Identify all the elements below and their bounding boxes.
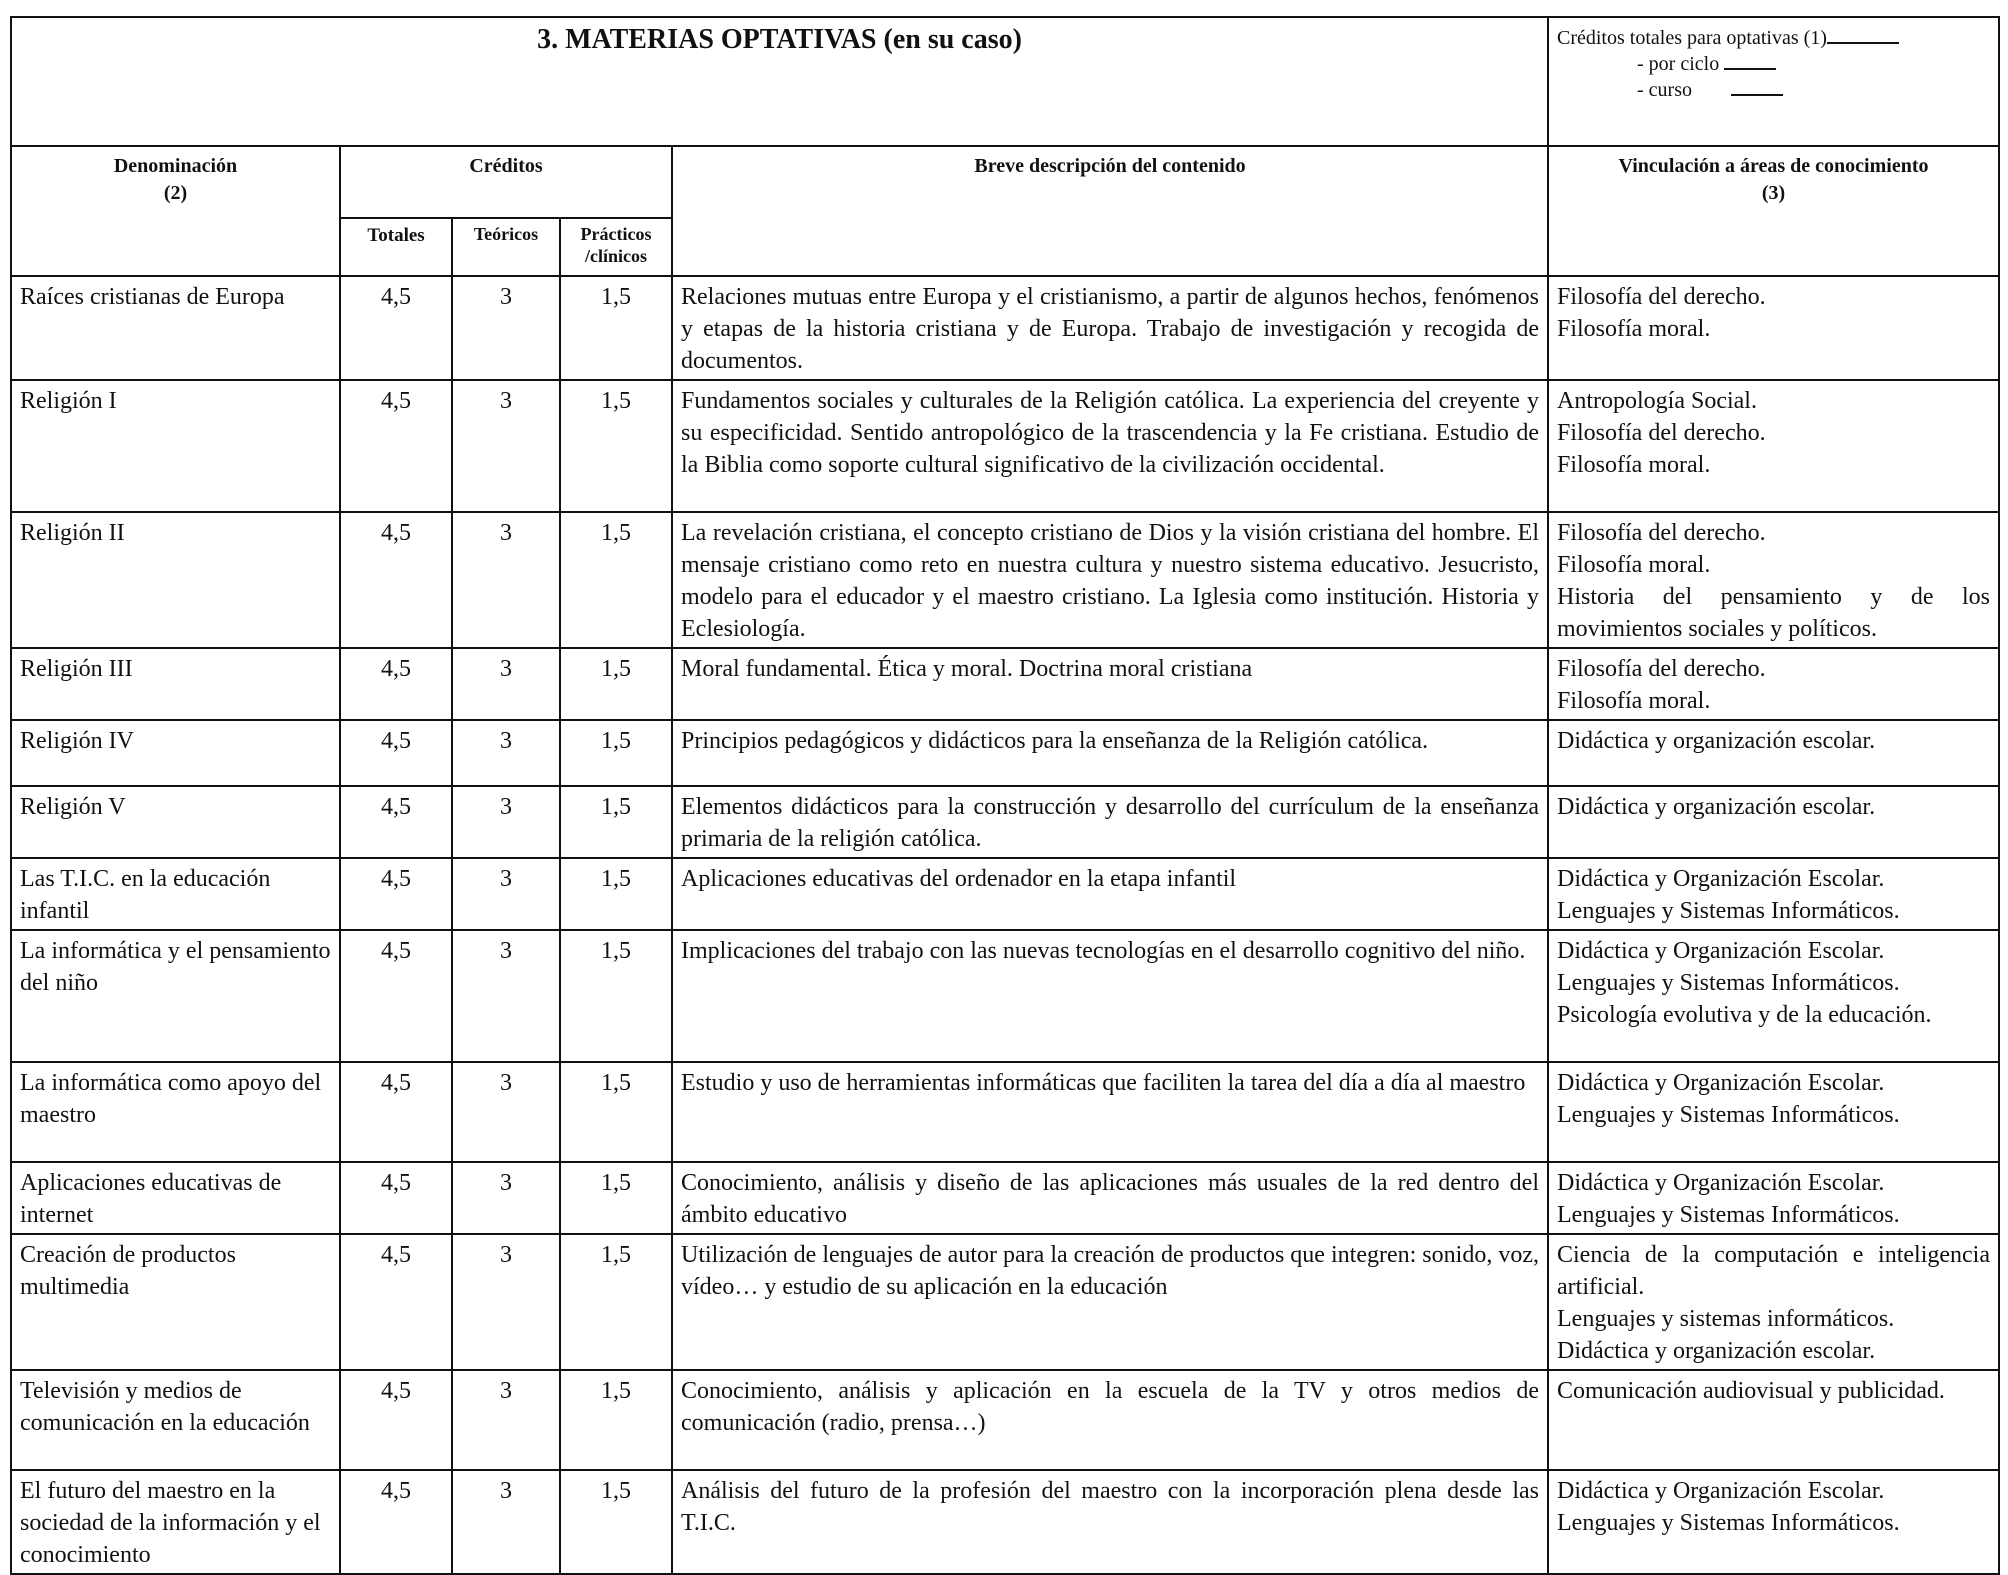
credits-teoricos: 3	[452, 786, 560, 858]
table-row	[11, 1234, 1999, 1370]
fill-in-blank	[1827, 24, 1899, 44]
knowledge-areas	[1548, 1370, 1999, 1470]
credits-practicos: 1,5	[560, 380, 672, 512]
knowledge-area-item: Ciencia de la computación e inteligencia artificial.	[1557, 1242, 1990, 1300]
content-description: Conocimiento, análisis y aplicación en la escuela de la TV y otros medios de comunicación (radio, prensa…)	[672, 1370, 1548, 1470]
knowledge-areas	[1548, 1162, 1999, 1234]
credits-totales: 4,5	[340, 276, 452, 380]
credits-totales: 4,5	[340, 858, 452, 930]
credits-totales: 4,5	[340, 512, 452, 648]
knowledge-areas	[1548, 380, 1999, 512]
knowledge-area-item: Lenguajes y Sistemas Informáticos.	[1557, 1202, 1900, 1228]
knowledge-areas	[1548, 720, 1999, 786]
credits-totales: 4,5	[340, 1470, 452, 1574]
table-row	[11, 512, 1999, 648]
table-row	[11, 276, 1999, 380]
header-creditos: Créditos	[340, 146, 672, 218]
credits-practicos: 1,5	[560, 1062, 672, 1162]
credits-teoricos: 3	[452, 720, 560, 786]
credits-teoricos: 3	[452, 1234, 560, 1370]
table-row	[11, 858, 1999, 930]
content-description: Principios pedagógicos y didácticos para la enseñanza de la Religión católica.	[672, 720, 1548, 786]
knowledge-areas	[1548, 930, 1999, 1062]
knowledge-area-item: Lenguajes y Sistemas Informáticos.	[1557, 1102, 1900, 1128]
content-description: Estudio y uso de herramientas informáticas que faciliten la tarea del día a día al maestro	[672, 1062, 1548, 1162]
credits-total-box	[1548, 17, 1999, 146]
content-description: Conocimiento, análisis y diseño de las aplicaciones más usuales de la red dentro del ámbito educativo	[672, 1162, 1548, 1234]
title-row	[11, 17, 1999, 146]
credits-totales: 4,5	[340, 1162, 452, 1234]
knowledge-area-item: Historia del pensamiento y de los movimientos sociales y políticos.	[1557, 584, 1990, 642]
knowledge-area-item: Lenguajes y Sistemas Informáticos.	[1557, 970, 1900, 996]
knowledge-areas	[1548, 1470, 1999, 1574]
content-description: Implicaciones del trabajo con las nuevas tecnologías en el desarrollo cognitivo del niño.	[672, 930, 1548, 1062]
header-teoricos: Teóricos	[452, 218, 560, 276]
header-vinculacion: Vinculación a áreas de conocimiento (3)	[1548, 146, 1999, 276]
knowledge-area-item: Didáctica y organización escolar.	[1557, 1338, 1876, 1364]
content-description: Moral fundamental. Ética y moral. Doctrina moral cristiana	[672, 648, 1548, 720]
credits-teoricos: 3	[452, 276, 560, 380]
knowledge-areas	[1548, 858, 1999, 930]
content-description: La revelación cristiana, el concepto cristiano de Dios y la visión cristiana del hombre. El mensaje cristiano como reto en nuestra cultura y nuestro sistema educativo. Jesucristo, modelo para el educador y el maestro cristiano. La Iglesia como institución. Historia y Eclesiología.	[672, 512, 1548, 648]
subject-name: Religión III	[11, 648, 340, 720]
credits-teoricos: 3	[452, 930, 560, 1062]
credits-totales: 4,5	[340, 648, 452, 720]
knowledge-areas	[1548, 276, 1999, 380]
knowledge-area-item: Didáctica y organización escolar.	[1557, 794, 1876, 820]
credits-practicos: 1,5	[560, 1370, 672, 1470]
header-row-1	[11, 146, 1999, 218]
subject-name: Televisión y medios de comunicación en la educación	[11, 1370, 340, 1470]
credits-teoricos: 3	[452, 512, 560, 648]
header-practicos: Prácticos /clínicos	[560, 218, 672, 276]
content-description: Utilización de lenguajes de autor para la creación de productos que integren: sonido, voz, vídeo… y estudio de su aplicación en la educación	[672, 1234, 1548, 1370]
knowledge-area-item: Lenguajes y Sistemas Informáticos.	[1557, 1510, 1900, 1536]
content-description: Aplicaciones educativas del ordenador en la etapa infantil	[672, 858, 1548, 930]
credits-per-cycle-line: - por ciclo	[1557, 50, 1990, 76]
knowledge-areas	[1548, 786, 1999, 858]
knowledge-areas	[1548, 648, 1999, 720]
subject-name: La informática y el pensamiento del niño	[11, 930, 340, 1062]
table-row	[11, 1162, 1999, 1234]
credits-practicos: 1,5	[560, 858, 672, 930]
subject-name: La informática como apoyo del maestro	[11, 1062, 340, 1162]
knowledge-area-item: Didáctica y organización escolar.	[1557, 728, 1876, 754]
header-totales: Totales	[340, 218, 452, 276]
knowledge-area-item: Antropología Social.	[1557, 388, 1757, 414]
credits-per-course-line: - curso	[1557, 76, 1990, 102]
section-title: 3. MATERIAS OPTATIVAS (en su caso)	[11, 17, 1548, 146]
knowledge-area-item: Lenguajes y sistemas informáticos.	[1557, 1306, 1895, 1332]
knowledge-area-item: Didáctica y Organización Escolar.	[1557, 866, 1885, 892]
optional-subjects-table	[10, 16, 2000, 1575]
knowledge-areas	[1548, 1234, 1999, 1370]
knowledge-area-item: Comunicación audiovisual y publicidad.	[1557, 1378, 1945, 1404]
knowledge-area-item: Filosofía del derecho.	[1557, 284, 1766, 310]
credits-teoricos: 3	[452, 858, 560, 930]
credits-practicos: 1,5	[560, 1470, 672, 1574]
credits-totales: 4,5	[340, 380, 452, 512]
knowledge-area-item: Filosofía moral.	[1557, 552, 1711, 578]
credits-practicos: 1,5	[560, 930, 672, 1062]
credits-totales: 4,5	[340, 930, 452, 1062]
table-row	[11, 720, 1999, 786]
credits-totales: 4,5	[340, 1062, 452, 1162]
table-row	[11, 1062, 1999, 1162]
table-row	[11, 1370, 1999, 1470]
credits-teoricos: 3	[452, 648, 560, 720]
knowledge-area-item: Filosofía moral.	[1557, 452, 1711, 478]
credits-totales: 4,5	[340, 720, 452, 786]
credits-teoricos: 3	[452, 1062, 560, 1162]
credits-totales: 4,5	[340, 1234, 452, 1370]
subject-name: Religión I	[11, 380, 340, 512]
knowledge-area-item: Filosofía moral.	[1557, 688, 1711, 714]
credits-practicos: 1,5	[560, 1234, 672, 1370]
credits-practicos: 1,5	[560, 786, 672, 858]
table-row	[11, 1470, 1999, 1574]
knowledge-area-item: Filosofía del derecho.	[1557, 656, 1766, 682]
credits-practicos: 1,5	[560, 276, 672, 380]
knowledge-area-item: Didáctica y Organización Escolar.	[1557, 1478, 1885, 1504]
fill-in-blank	[1731, 76, 1783, 96]
content-description: Análisis del futuro de la profesión del maestro con la incorporación plena desde las T.I.C.	[672, 1470, 1548, 1574]
knowledge-areas	[1548, 1062, 1999, 1162]
knowledge-area-item: Filosofía del derecho.	[1557, 420, 1766, 446]
knowledge-area-item: Filosofía moral.	[1557, 316, 1711, 342]
knowledge-area-item: Didáctica y Organización Escolar.	[1557, 938, 1885, 964]
knowledge-area-item: Lenguajes y Sistemas Informáticos.	[1557, 898, 1900, 924]
subject-name: Religión IV	[11, 720, 340, 786]
table-row	[11, 930, 1999, 1062]
knowledge-area-item: Didáctica y Organización Escolar.	[1557, 1070, 1885, 1096]
header-denominacion: Denominación (2)	[11, 146, 340, 276]
subject-name: Religión II	[11, 512, 340, 648]
header-descripcion: Breve descripción del contenido	[672, 146, 1548, 276]
content-description: Relaciones mutuas entre Europa y el cristianismo, a partir de algunos hechos, fenómenos y etapas de la historia cristiana y de Europa. Trabajo de investigación y recogida de documentos.	[672, 276, 1548, 380]
credits-teoricos: 3	[452, 1370, 560, 1470]
knowledge-areas	[1548, 512, 1999, 648]
fill-in-blank	[1724, 50, 1776, 70]
subject-name: Raíces cristianas de Europa	[11, 276, 340, 380]
credits-practicos: 1,5	[560, 1162, 672, 1234]
content-description: Elementos didácticos para la construcción y desarrollo del currículum de la enseñanza primaria de la religión católica.	[672, 786, 1548, 858]
subject-name: El futuro del maestro en la sociedad de la información y el conocimiento	[11, 1470, 340, 1574]
subject-name: Aplicaciones educativas de internet	[11, 1162, 340, 1234]
content-description: Fundamentos sociales y culturales de la Religión católica. La experiencia del creyente y su especificidad. Sentido antropológico de la trascendencia y la Fe cristiana. Estudio de la Biblia como soporte cultural significativo de la civilización occidental.	[672, 380, 1548, 512]
table-row	[11, 786, 1999, 858]
credits-teoricos: 3	[452, 1162, 560, 1234]
credits-practicos: 1,5	[560, 720, 672, 786]
subject-name: Religión V	[11, 786, 340, 858]
credits-totales: 4,5	[340, 1370, 452, 1470]
credits-practicos: 1,5	[560, 648, 672, 720]
credits-teoricos: 3	[452, 1470, 560, 1574]
table-row	[11, 380, 1999, 512]
knowledge-area-item: Didáctica y Organización Escolar.	[1557, 1170, 1885, 1196]
knowledge-area-item: Psicología evolutiva y de la educación.	[1557, 1002, 1932, 1028]
credits-teoricos: 3	[452, 380, 560, 512]
subject-name: Las T.I.C. en la educación infantil	[11, 858, 340, 930]
table-row	[11, 648, 1999, 720]
credits-totales: 4,5	[340, 786, 452, 858]
credits-total-line: Créditos totales para optativas (1)	[1557, 24, 1990, 50]
credits-practicos: 1,5	[560, 512, 672, 648]
subject-name: Creación de productos multimedia	[11, 1234, 340, 1370]
knowledge-area-item: Filosofía del derecho.	[1557, 520, 1766, 546]
